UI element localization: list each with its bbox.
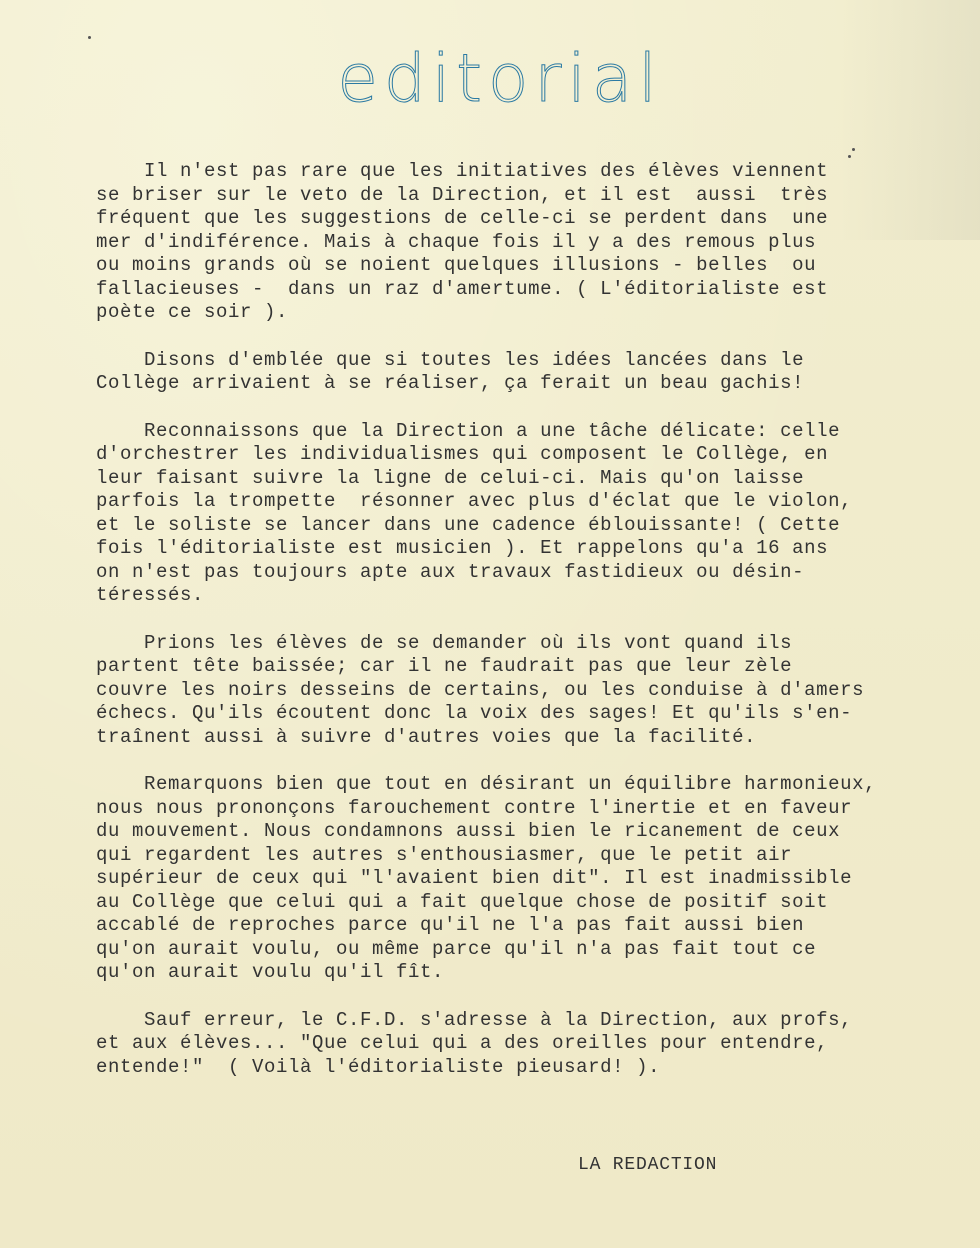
paragraph-2: Disons d'emblée que si toutes les idées lancées dans le Collège arrivaient à se réaliser, ça ferait un beau gachis! [96, 348, 805, 394]
paragraph-6: Sauf erreur, le C.F.D. s'adresse à la Direction, aux profs, et aux élèves... "Que celui qui a des oreilles pour entendre, entende!" ( Voilà l'éditorialiste pieusard! ). [96, 1008, 853, 1078]
paragraph-4: Prions les élèves de se demander où ils vont quand ils partent tête baissée; car il ne faudrait pas que leur zèle couvre les noirs desseins de certains, ou les conduise à d'amers échecs. Qu'ils écoutent donc la voix des sages! Et qu'ils s'en- traînent aussi à suivre d'autres voies que la facilité. [96, 631, 865, 748]
paragraph-3: Reconnaissons que la Direction a une tâche délicate: celle d'orchestrer les individualismes qui composent le Collège, en leur faisant suivre la ligne de celui-ci. Mais qu'on laisse parfois la trompette résonner avec plus d'éclat que le violon, et le soliste se lancer dans une cadence éblouissante! ( Cette fois l'éditorialiste est musicien ). Et rappelons qu'a 16 ans on n'est pas toujours apte aux travaux fastidieux ou désin- téressés. [96, 419, 853, 606]
paragraph-5: Remarquons bien que tout en désirant un équilibre harmonieux, nous nous prononçons farouchement contre l'inertie et en faveur du mouvement. Nous condamnons aussi bien le ricanement de ceux qui regardent les autres s'enthousiasmer, que le petit air supérieur de ceux qui "l'avaient bien dit". Il est inadmissible au Collège que celui qui a fait quelque chose de positif soit accablé de reproches parce qu'il ne l'a pas fait aussi bien qu'on aurait voulu, ou même parce qu'il n'a pas fait tout ce qu'on aurait voulu qu'il fît. [96, 773, 877, 983]
signature: LA REDACTION [578, 1155, 718, 1175]
ink-speck [88, 36, 91, 39]
ink-speck [848, 155, 851, 158]
editorial-title: editorial [337, 40, 663, 117]
paragraph-1: Il n'est pas rare que les initiatives des élèves viennent se briser sur le veto de la Direction, et il est aussi très fréquent que les suggestions de celle-ci se perdent dans une mer d'indiférence. Mais à chaque fois il y a des remous plus ou moins grands où se noient quelques illusions - belles ou fallacieuses - dans un raz d'amertume. ( L'éditorialiste est poète ce soir ). [96, 160, 829, 323]
editorial-body [96, 160, 926, 1103]
ink-speck [852, 148, 855, 151]
